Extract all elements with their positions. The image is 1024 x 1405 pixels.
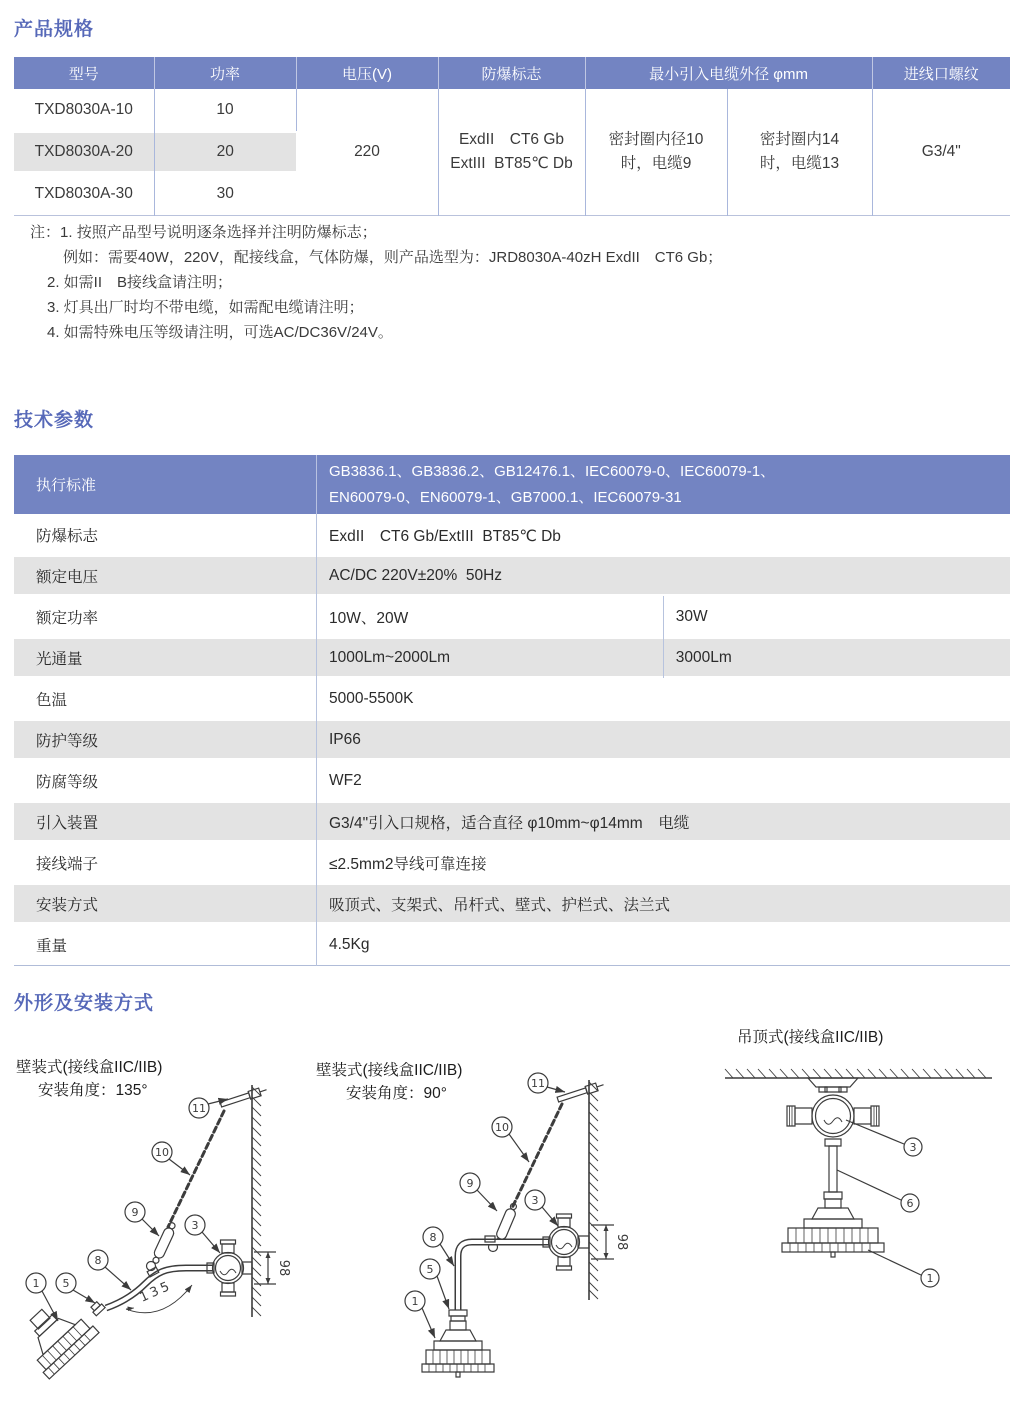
callout-1 — [868, 1250, 939, 1287]
note-prefix: 注： — [30, 224, 61, 241]
section-title-tech-params: 技术参数 — [14, 410, 95, 431]
ceiling — [725, 1069, 992, 1078]
ceiling-bracket — [808, 1078, 858, 1092]
param-value-2: 30W — [663, 596, 1010, 637]
param-value: IP66 — [317, 719, 1011, 760]
tech-row — [14, 842, 1010, 883]
svg-text:3: 3 — [909, 1141, 917, 1154]
ex-mark-cell — [438, 89, 585, 216]
callout-8 — [88, 1250, 131, 1290]
param-label: 光通量 — [14, 637, 317, 678]
param-label: 安装方式 — [14, 883, 317, 924]
diagram-ceiling-mount — [700, 1040, 1010, 1350]
param-value: 4.5Kg — [329, 935, 370, 953]
tech-row — [14, 801, 1010, 842]
col-header-ex-mark: 防爆标志 — [438, 57, 585, 89]
param-value: ≤2.5mm2导线可靠连接 — [329, 855, 487, 873]
svg-text:5: 5 — [426, 1263, 434, 1276]
note-item-4: 4. 如需特殊电压等级请注明，可选AC/DC36V/24V。 — [47, 324, 393, 341]
param-value — [317, 455, 1011, 514]
svg-text:11: 11 — [531, 1077, 545, 1090]
callout-10 — [492, 1117, 529, 1162]
svg-text:98: 98 — [614, 1233, 629, 1251]
param-value: 10W、20W — [329, 609, 409, 627]
col-header-model: 型号 — [14, 57, 154, 89]
tech-row-standards — [14, 455, 1010, 514]
cable-a-line2: 时，电缆9 — [620, 155, 692, 172]
thread-cell: G3/4" — [921, 143, 961, 160]
col-header-cable: 最小引入电缆外径 φmm — [585, 57, 872, 89]
svg-text:9: 9 — [466, 1177, 474, 1190]
param-label: 额定功率 — [14, 596, 317, 637]
svg-text:3: 3 — [191, 1219, 199, 1232]
caption-line: 壁装式(接线盒IIC/IIB) — [16, 1059, 163, 1076]
param-value: G3/4"引入口规格，适合直径 φ10mm~φ14mm 电缆 — [317, 801, 1011, 842]
param-value-2: 3000Lm — [663, 637, 1010, 678]
wall — [589, 1080, 598, 1300]
junction-box — [207, 1240, 252, 1296]
cable-cell-b — [727, 89, 872, 216]
svg-text:1: 1 — [32, 1277, 40, 1290]
col-header-voltage: 电压(V) — [296, 57, 438, 89]
svg-text:8: 8 — [429, 1231, 437, 1244]
param-label: 接线端子 — [14, 842, 317, 883]
param-value: 吸顶式、支架式、吊杆式、壁式、护栏式、法兰式 — [317, 883, 1011, 924]
param-label: 重量 — [14, 924, 317, 966]
tech-row — [14, 924, 1010, 966]
tech-row — [14, 514, 1010, 555]
svg-text:8: 8 — [94, 1254, 102, 1267]
param-label: 防腐等级 — [14, 760, 317, 801]
spec-header-row — [14, 57, 1010, 89]
tech-row — [14, 760, 1010, 801]
power-cell: 20 — [154, 131, 296, 173]
cable-b-line2: 时，电缆13 — [759, 155, 840, 172]
caption-line: 壁装式(接线盒IIC/IIB) — [316, 1062, 463, 1079]
spec-table — [14, 57, 1010, 216]
junction-box — [543, 1214, 589, 1270]
voltage-cell: 220 — [296, 89, 438, 216]
tech-row — [14, 883, 1010, 924]
model-cell: TXD8030A-20 — [14, 131, 154, 173]
param-value: 5000-5500K — [329, 689, 414, 707]
dimension-98 — [254, 1252, 291, 1284]
col-header-power: 功率 — [154, 57, 296, 89]
callout-1 — [405, 1291, 435, 1338]
svg-text:1: 1 — [926, 1272, 934, 1285]
param-label: 引入装置 — [14, 801, 317, 842]
svg-text:9: 9 — [131, 1206, 139, 1219]
svg-text:135: 135 — [137, 1278, 175, 1306]
svg-text:5: 5 — [62, 1277, 70, 1290]
callout-3 — [185, 1215, 220, 1253]
callout-9 — [125, 1202, 159, 1236]
tech-table — [14, 455, 1010, 966]
svg-text:11: 11 — [192, 1102, 206, 1115]
lamp-connector — [449, 1310, 467, 1321]
ex-mark-line2: ExtIII BT85℃ Db — [450, 155, 573, 172]
svg-text:1: 1 — [411, 1295, 419, 1308]
tech-row — [14, 555, 1010, 596]
col-header-thread: 进线口螺纹 — [872, 57, 1010, 89]
caption-line: 安装角度：135° — [38, 1082, 148, 1099]
param-label: 防护等级 — [14, 719, 317, 760]
power-cell: 30 — [216, 185, 234, 202]
model-cell: TXD8030A-30 — [14, 173, 154, 216]
param-label: 防爆标志 — [14, 514, 317, 555]
note-example: 例如：需要40W，220V，配接线盒，气体防爆，则产品选型为：JRD8030A-40zH ExdII CT6 Gb； — [63, 249, 723, 266]
hanging-rod — [824, 1139, 842, 1199]
model-cell: TXD8030A-10 — [14, 89, 154, 131]
tech-row — [14, 678, 1010, 719]
bent-arm — [458, 1236, 549, 1310]
lamp-connector — [89, 1300, 105, 1315]
callout-10 — [152, 1142, 190, 1175]
callout-9 — [460, 1173, 497, 1211]
tech-row — [14, 719, 1010, 760]
callout-6 — [837, 1170, 919, 1212]
svg-text:10: 10 — [155, 1146, 169, 1159]
lamp-head — [422, 1321, 494, 1377]
cable-b-line1: 密封圈内14 — [759, 131, 840, 148]
note-line-1 — [30, 220, 722, 245]
turnbuckle — [150, 1221, 178, 1265]
junction-box — [787, 1087, 879, 1137]
wall — [252, 1085, 261, 1317]
caption-line: 吊顶式(接线盒IIC/IIB) — [737, 1029, 884, 1046]
cable-a-line1: 密封圈内径10 — [608, 131, 704, 148]
chain — [168, 1111, 224, 1227]
callout-11 — [528, 1073, 565, 1093]
param-value: ExdII CT6 Gb/ExtIII BT85℃ Db — [329, 527, 561, 545]
cable-cell-a — [585, 89, 727, 216]
callout-1 — [26, 1273, 58, 1321]
section-title-product-spec: 产品规格 — [14, 19, 95, 40]
diagram-wall-mount-90 — [330, 1058, 650, 1403]
svg-text:6: 6 — [906, 1197, 914, 1210]
callout-3 — [846, 1120, 922, 1156]
param-value: 1000Lm~2000Lm — [317, 637, 664, 678]
standards-line1: GB3836.1、GB3836.2、GB12476.1、IEC60079-0、IEC60079-1、 — [329, 462, 776, 480]
note-item-3: 3. 灯具出厂时均不带电缆，如需配电缆请注明； — [47, 299, 364, 316]
param-label: 色温 — [14, 678, 317, 719]
param-value: WF2 — [329, 771, 362, 789]
svg-text:10: 10 — [495, 1121, 509, 1134]
note-item-2: 2. 如需II B接线盒请注明； — [47, 274, 233, 291]
section-title-outline: 外形及安装方式 — [14, 993, 155, 1014]
ordering-notes — [30, 220, 722, 345]
callout-3 — [525, 1190, 558, 1226]
power-cell: 10 — [154, 89, 296, 131]
tech-row — [14, 637, 1010, 678]
ex-mark-line1: ExdII CT6 Gb — [458, 131, 565, 148]
caption-line: 安装角度：90° — [346, 1085, 447, 1102]
svg-text:3: 3 — [531, 1194, 539, 1207]
param-label: 额定电压 — [14, 555, 317, 596]
spec-row-1 — [14, 89, 1010, 131]
diagram-wall-mount-135 — [14, 1055, 314, 1405]
param-label: 执行标准 — [14, 455, 317, 514]
lamp-head — [14, 1292, 99, 1379]
callout-5 — [56, 1273, 95, 1303]
param-value: AC/DC 220V±20% 50Hz — [317, 555, 1011, 596]
lamp-head — [782, 1199, 884, 1257]
note-item-1: 1. 按照产品型号说明逐条选择并注明防爆标志； — [60, 224, 377, 241]
tech-row — [14, 596, 1010, 637]
svg-text:98: 98 — [276, 1259, 291, 1277]
standards-line2: EN60079-0、EN60079-1、GB7000.1、IEC60079-31 — [329, 488, 682, 506]
